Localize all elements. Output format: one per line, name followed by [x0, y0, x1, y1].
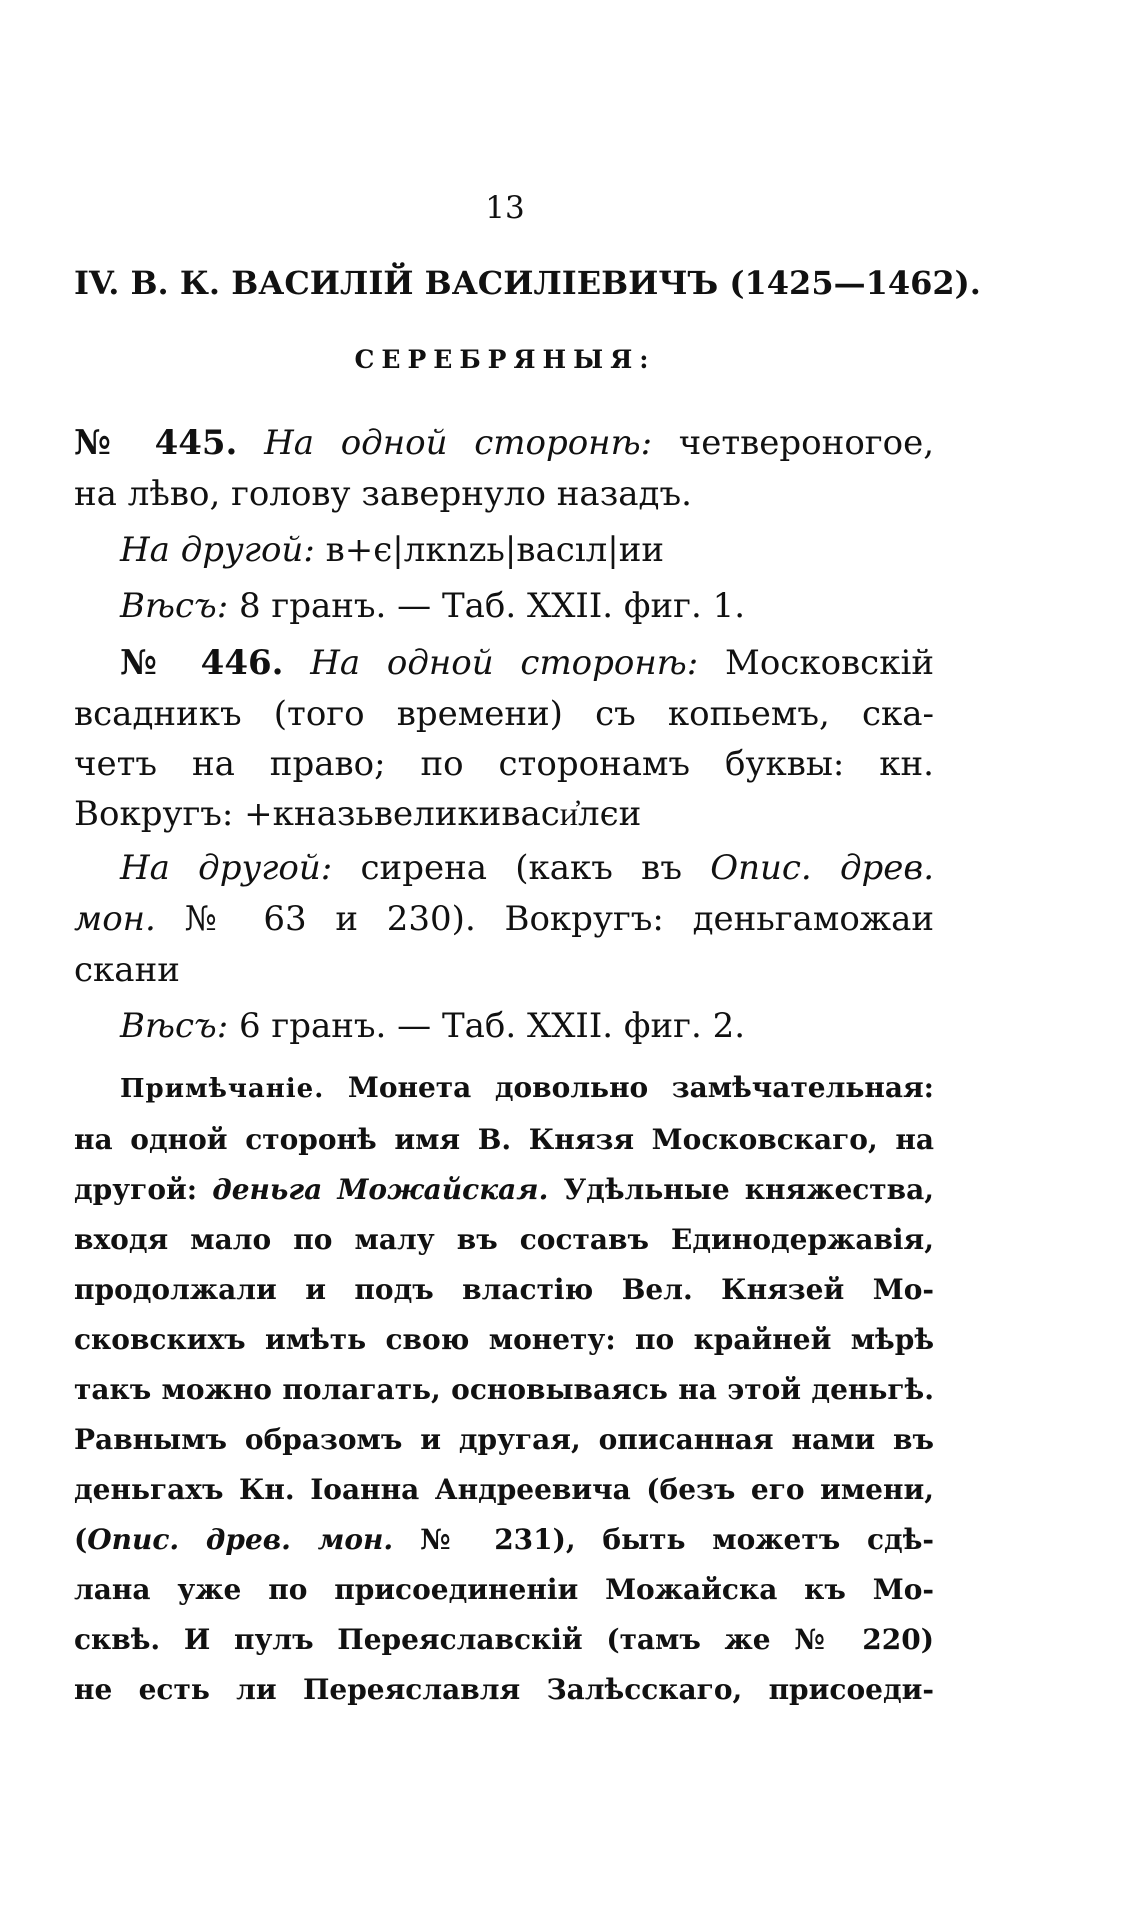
coin-446-side2-line-1: [120, 848, 934, 888]
coin-446-line-3: четъ на право; по сторонамъ буквы: кн.: [74, 744, 934, 784]
note-line-13: не есть ли Переяславля Залѣсскаго, присоеди-: [74, 1673, 934, 1706]
coin-446-weight-text: 6 гранъ. — Таб. XXII. фиг. 2.: [238, 1006, 746, 1046]
coin-446-side2-line-2: [74, 899, 934, 939]
note-line-12: сквѣ. И пулъ Переяславскій (тамъ же № 220): [74, 1623, 934, 1656]
note-line-1: [120, 1068, 934, 1109]
note-line-10: [74, 1520, 934, 1560]
note-line-3: [74, 1170, 934, 1210]
note-line-8: Равнымъ образомъ и другая, описанная нами въ: [74, 1423, 934, 1456]
coin-445-line-1: [74, 423, 934, 463]
coin-446-ref-b: мон.: [74, 899, 156, 939]
coin-445-number: № 445.: [74, 423, 238, 463]
note-text-3a: другой:: [74, 1173, 198, 1206]
note-line-5: продолжали и подъ властію Вел. Князей Мо-: [74, 1273, 934, 1306]
coin-446-side2-label: На другой:: [120, 848, 333, 888]
note-line-7: такъ можно полагать, основываясь на этой деньгѣ.: [74, 1373, 934, 1406]
coin-446-weight: [120, 1006, 934, 1046]
note-text-1: Монета довольно замѣчательная:: [347, 1071, 935, 1104]
coin-446-side2-tail: скани: [74, 950, 180, 990]
subheading: СЕРЕБРЯНЫЯ:: [354, 345, 656, 374]
coin-446-number: № 446.: [120, 643, 284, 683]
coin-446-line-2: всадникъ (того времени) съ копьемъ, ска-: [74, 694, 934, 734]
note-text-10a: (: [74, 1523, 88, 1556]
coin-445-weight: [120, 586, 934, 626]
coin-446-side1-label: На одной сторонѣ:: [310, 643, 699, 683]
note-line-11: лана уже по присоединеніи Можайска къ Мо-: [74, 1573, 934, 1606]
coin-445-weight-text: 8 гранъ. — Таб. XXII. фиг. 1.: [238, 586, 746, 626]
note-line-6: сковскихъ имѣть свою монету: по крайней мѣрѣ: [74, 1323, 934, 1356]
note-label: Примѣчаніе.: [120, 1074, 325, 1104]
coin-445-side2: [120, 530, 934, 570]
note-line-2: на одной сторонѣ имя В. Князя Московскаго, на: [74, 1123, 934, 1156]
coin-446-ref-a: Опис. древ.: [710, 848, 935, 888]
coin-446-line-1: [120, 643, 934, 683]
note-text-10i: Опис. древ. мон.: [87, 1523, 394, 1556]
coin-445-weight-label: Вѣсъ:: [120, 586, 229, 626]
page-number: 13: [485, 190, 525, 226]
coin-446-side1-text: Московскій: [725, 643, 935, 683]
note-line-4: входя мало по малу въ составъ Единодержавія,: [74, 1223, 934, 1256]
section-heading: IV. В. К. ВАСИЛІЙ ВАСИЛІЕВИЧЪ (1425—1462).: [74, 264, 981, 302]
coin-446-side2-text-b: № 63 и 230). Вокругъ: деньгаможаи: [184, 899, 935, 939]
note-text-3i: деньга Можайская.: [212, 1173, 549, 1206]
coin-446-side2-text-a: сирена (какъ въ: [360, 848, 682, 888]
coin-446-weight-label: Вѣсъ:: [120, 1006, 229, 1046]
coin-445-side1-text: четвероногое,: [678, 423, 934, 463]
coin-445-side2-label: На другой:: [120, 530, 315, 570]
coin-445-side1-label: На одной сторонѣ:: [264, 423, 653, 463]
coin-445-inscription: в+є|лкnzь|васıл|ии: [325, 530, 665, 570]
note-text-10b: № 231), быть можетъ сдѣ-: [419, 1523, 934, 1556]
coin-446-line-4: Вокругъ: +кназьвеликиваси҆лєи: [74, 794, 642, 834]
coin-445-line-2: на лѣво, голову завернуло назадъ.: [74, 474, 692, 514]
note-line-9: деньгахъ Кн. Іоанна Андреевича (безъ его имени,: [74, 1473, 934, 1506]
note-text-3b: Удѣльные княжества,: [563, 1173, 934, 1206]
